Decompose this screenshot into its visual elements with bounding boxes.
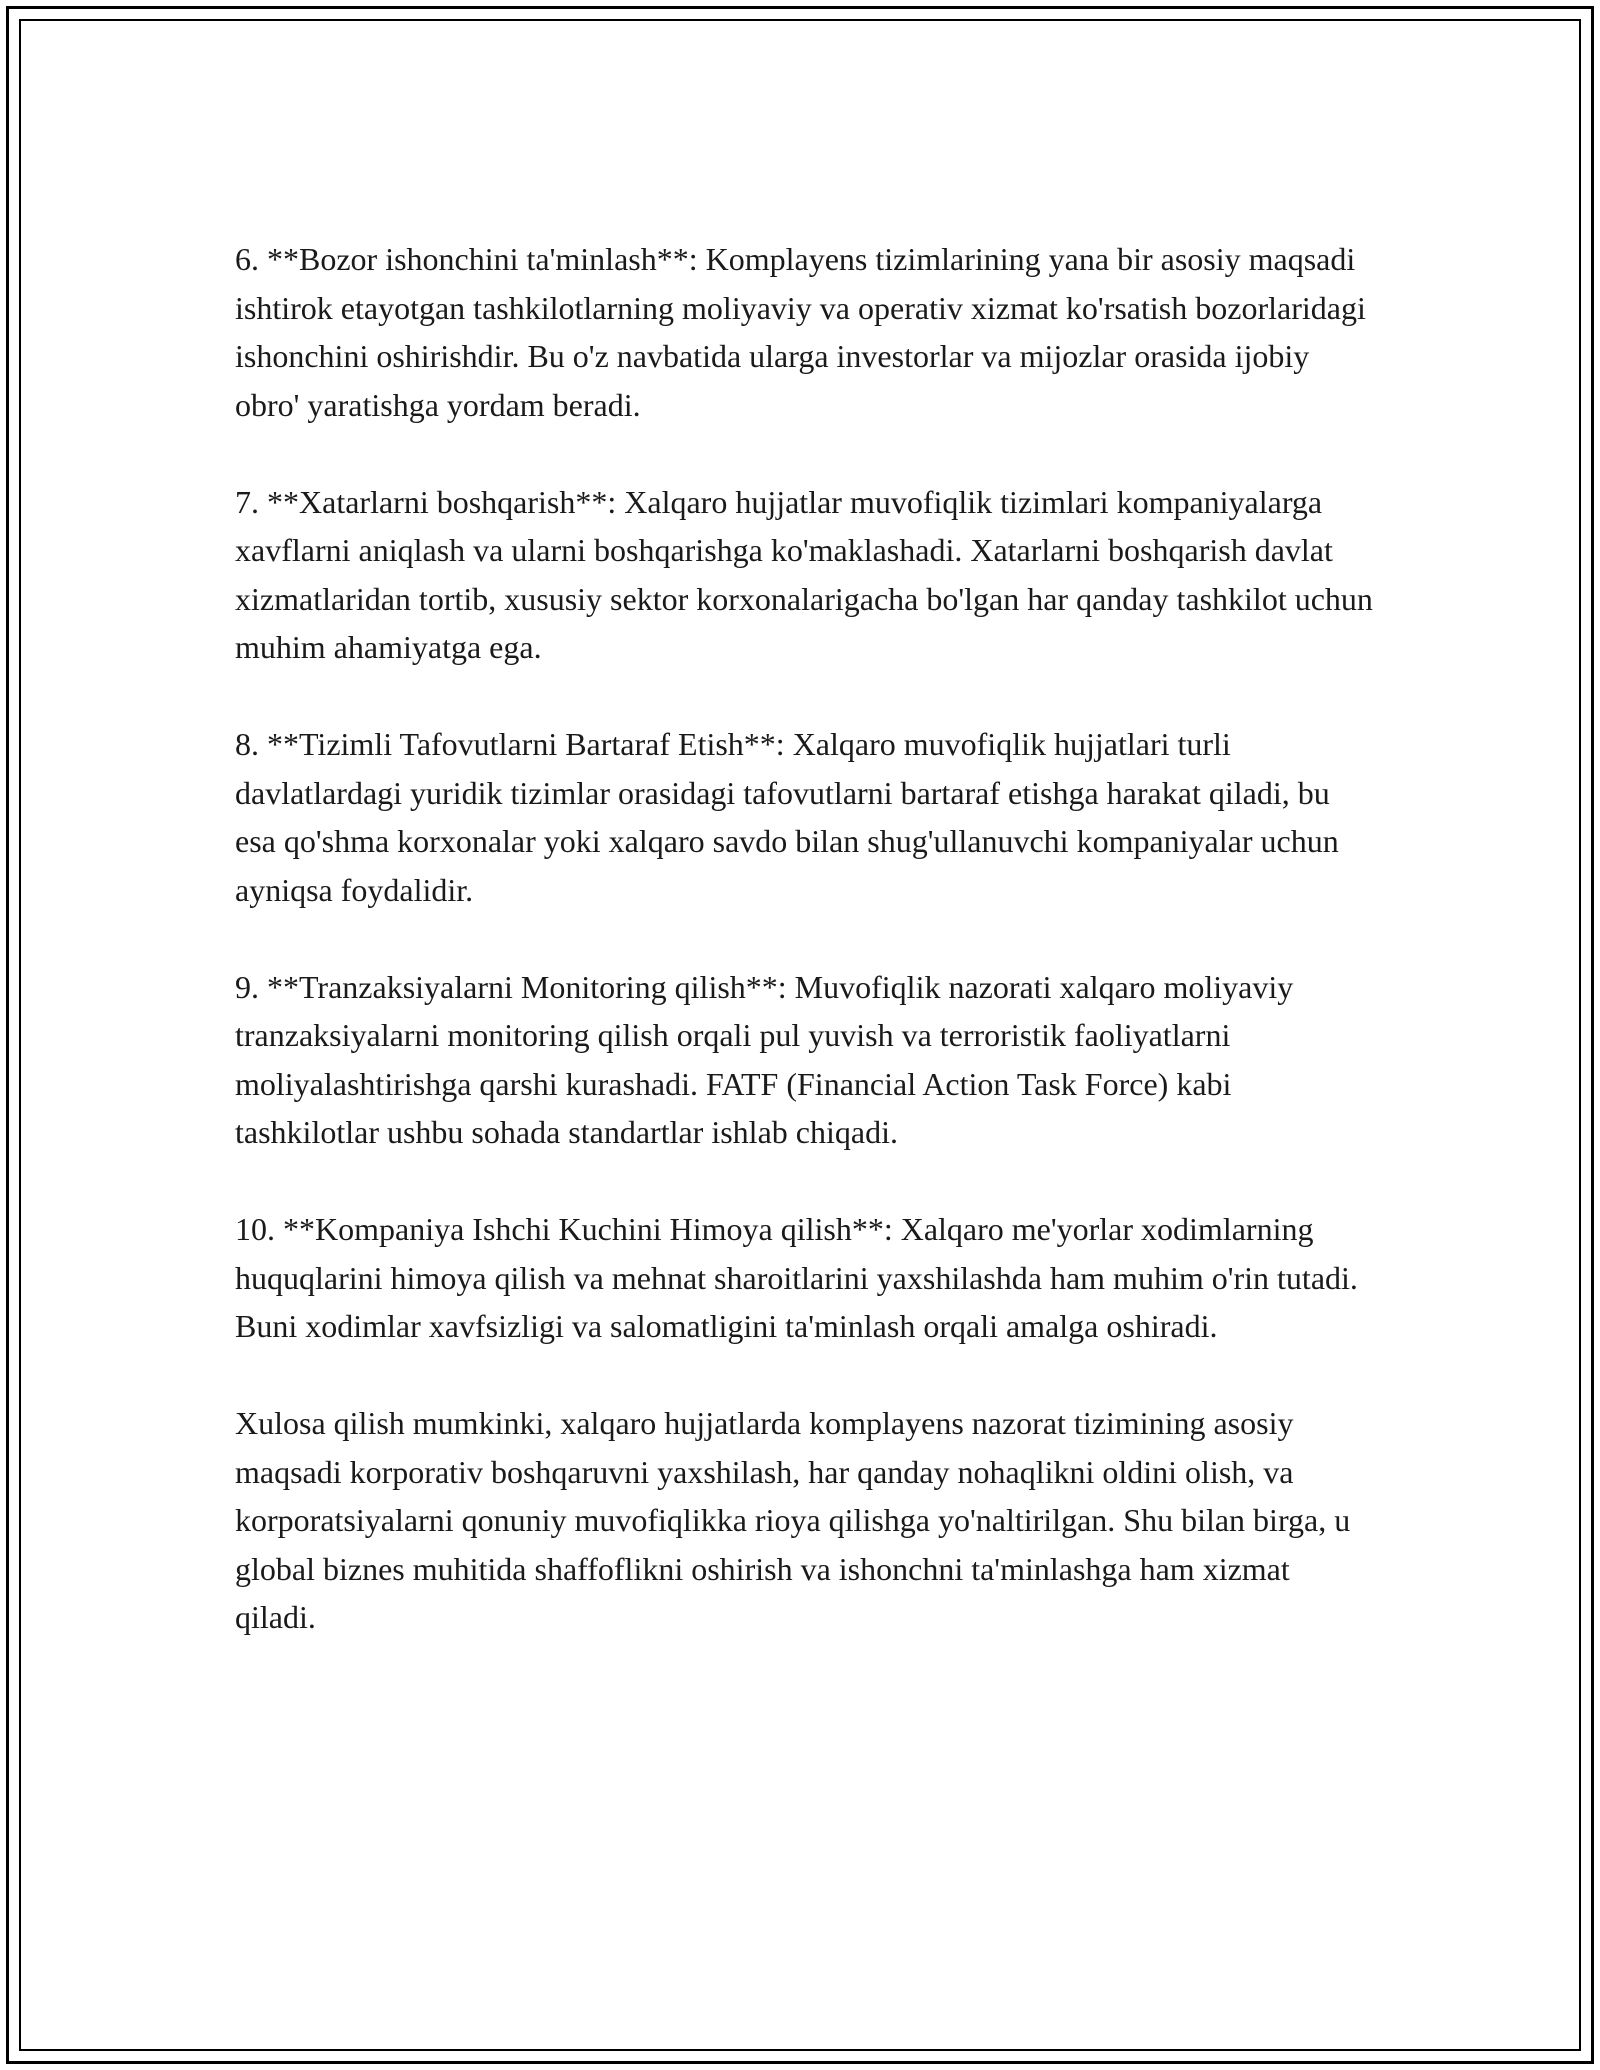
paragraph-tizimli-tafovutlar: 8. **Tizimli Tafovutlarni Bartaraf Etish**: Xalqaro muvofiqlik hujjatlari turli davlatlardagi yuridik tizimlar orasidagi tafovutlarni bartaraf etishga harakat qiladi, bu esa qo'shma korxonalar yoki xalqaro savdo bilan shug'ullanuvchi kompaniyalar uchun ayniqsa foydalidir. bbox=[235, 726, 1339, 908]
paragraph-tranzaksiyalar-monitoring: 9. **Tranzaksiyalarni Monitoring qilish**: Muvofiqlik nazorati xalqaro moliyaviy tranzaksiyalarni monitoring qilish orqali pul yuvish va terroristik faoliyatlarni moliyalashtirishga qarshi kurashadi. FATF (Financial Action Task Force) kabi tashkilotlar ushbu sohada standartlar ishlab chiqadi. bbox=[235, 968, 1294, 1150]
paragraph-xulosa: Xulosa qilish mumkinki, xalqaro hujjatlarda komplayens nazorat tizimining asosiy maqsadi korporativ boshqaruvni yaxshilash, har qanday nohaqlikni oldini olish, va korporatsiyalarni qonuniy muvofiqlikka rioya qilishga yo'naltirilgan. Shu bilan birga, u global biznes muhitida shaffoflikni oshirish va ishonchni ta'minlashga ham xizmat qiladi. bbox=[235, 1405, 1351, 1635]
paragraph-ishchi-kuchi-himoya: 10. **Kompaniya Ishchi Kuchini Himoya qilish**: Xalqaro me'yorlar xodimlarning huquqlarini himoya qilish va mehnat sharoitlarini yaxshilashda ham muhim o'rin tutadi. Buni xodimlar xavfsizligi va salomatligini ta'minlash orqali amalga oshiradi. bbox=[235, 1211, 1358, 1344]
document-body bbox=[235, 235, 1375, 1690]
paragraph-xatarlarni-boshqarish: 7. **Xatarlarni boshqarish**: Xalqaro hujjatlar muvofiqlik tizimlari kompaniyalarga xavflarni aniqlash va ularni boshqarishga ko'maklashadi. Xatarlarni boshqarish davlat xizmatlaridan tortib, xususiy sektor korxonalarigacha bo'lgan har qanday tashkilot uchun muhim ahamiyatga ega. bbox=[235, 483, 1373, 665]
paragraph-bozor-ishonchini: 6. **Bozor ishonchini ta'minlash**: Komplayens tizimlarining yana bir asosiy maqsadi ishtirok etayotgan tashkilotlarning moliyaviy va operativ xizmat ko'rsatish bozorlaridagi ishonchini oshirishdir. Bu o'z navbatida ularga investorlar va mijozlar orasida ijobiy obro' yaratishga yordam beradi. bbox=[235, 241, 1366, 423]
